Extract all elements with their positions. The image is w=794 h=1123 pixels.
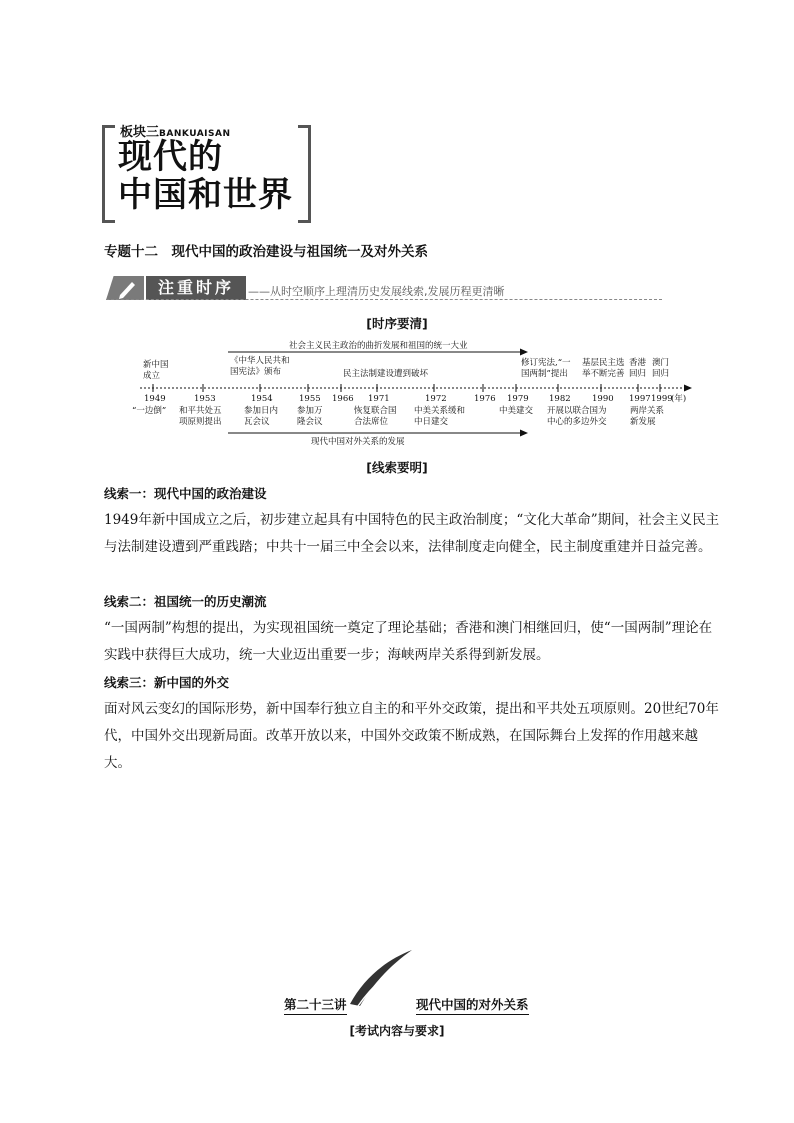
event-line: 新中国 bbox=[143, 360, 169, 370]
clue-3-body: 面对风云变幻的国际形势，新中国奉行独立自主的和平外交政策，提出和平共处五项原则。20世纪70年代，中国外交出现新局面。改革开放以来，中国外交政策不断成熟，在国际舞台上发挥的作用越来越大。 bbox=[104, 701, 719, 771]
event-line: 隆会议 bbox=[297, 417, 323, 427]
clue-3-heading: 线索三：新中国的外交 bbox=[104, 675, 230, 690]
timeline-event-1953-below bbox=[179, 406, 222, 428]
timeline-event-1955-below bbox=[297, 406, 323, 428]
timeline-year: 1997 bbox=[629, 394, 651, 404]
timeline-event-1966-above bbox=[343, 369, 428, 380]
timeline-year: 1955 bbox=[299, 394, 321, 404]
event-line: 合法席位 bbox=[354, 417, 389, 427]
event-line: 基层民主选 bbox=[582, 358, 625, 368]
timeline-year: 1982 bbox=[549, 394, 571, 404]
timeline-event-1954-below bbox=[244, 406, 278, 428]
timeline-top-arrow-label: 社会主义民主政治的曲折发展和祖国的统一大业 bbox=[289, 341, 468, 351]
requirements-title: [考试内容与要求] bbox=[349, 1024, 445, 1038]
banner-title: 注重时序 bbox=[146, 276, 246, 300]
event-line: 中美关系缓和 bbox=[414, 406, 466, 416]
event-line: 恢复联合国 bbox=[354, 406, 397, 416]
section-title-line2: 中国和世界 bbox=[118, 175, 293, 215]
clue-1-body: 1949年新中国成立之后，初步建立起具有中国特色的民主政治制度；“文化大革命”期间，社会主义民主与法制建设遭到严重践踏；中共十一届三中全会以来，法律制度走向健全，民主制度重建并日益完善。 bbox=[104, 512, 720, 555]
timeline-year: 1979 bbox=[507, 394, 529, 404]
timeline-event-1999-above bbox=[652, 358, 669, 380]
event-line: 《中华人民共和 bbox=[230, 356, 290, 366]
event-line: 国两制”提出 bbox=[521, 369, 568, 379]
lecture-title: 现代中国的对外关系 bbox=[416, 995, 529, 1015]
event-line: 和平共处五 bbox=[179, 406, 222, 416]
section-title-line1: 现代的 bbox=[118, 137, 223, 177]
timeline-event-1949-above bbox=[143, 360, 169, 382]
lecture-number: 第二十三讲 bbox=[284, 995, 347, 1015]
timeline-year: 1953 bbox=[194, 394, 216, 404]
event-line: 澳门 bbox=[652, 358, 670, 368]
event-line: 国宪法》颁布 bbox=[230, 367, 282, 377]
timeline-event-1990-above bbox=[582, 358, 625, 380]
event-line: 回归 bbox=[652, 369, 670, 379]
clue-2-body: “一国两制”构想的提出，为实现祖国统一奠定了理论基础；香港和澳门相继回归，使“一国两制”理论在实践中获得巨大成功，统一大业迈出重要一步；海峡两岸关系得到新发展。 bbox=[104, 620, 713, 663]
event-line: 民主法制建设遭到破坏 bbox=[343, 369, 429, 379]
timeline-year: 1971 bbox=[368, 394, 390, 404]
timeline-year: 1999 bbox=[651, 394, 673, 404]
timeline-year: 1949 bbox=[144, 394, 166, 404]
event-line: 中美建交 bbox=[499, 406, 534, 416]
timeline-event-1971-below bbox=[354, 406, 397, 428]
timeline-year: 1972 bbox=[425, 394, 447, 404]
clues-title: [线索要明] bbox=[366, 460, 428, 475]
timeline-event-1954-above bbox=[230, 356, 290, 378]
clue-2-heading: 线索二：祖国统一的历史潮流 bbox=[104, 594, 267, 609]
event-line: 中心的多边外交 bbox=[547, 417, 607, 427]
event-line: 举不断完善 bbox=[582, 369, 625, 379]
clue-1-heading: 线索一：现代中国的政治建设 bbox=[104, 486, 267, 501]
section-label-cn: 板块三 bbox=[120, 125, 160, 140]
timeline-event-1997-above bbox=[629, 358, 646, 380]
topic-title: 专题十二 现代中国的政治建设与祖国统一及对外关系 bbox=[104, 244, 428, 260]
timeline-title: [时序要清] bbox=[366, 316, 428, 331]
timeline-event-1997-below bbox=[630, 406, 664, 428]
event-line: 回归 bbox=[629, 369, 647, 379]
banner-subtitle: ——从时空顺序上理清历史发展线索,发展历程更清晰 bbox=[248, 285, 505, 298]
event-line: 两岸关系 bbox=[630, 406, 665, 416]
section-label-en: BANKUAISAN bbox=[159, 129, 231, 139]
timeline-event-1982-above bbox=[521, 358, 571, 380]
event-line: 香港 bbox=[629, 358, 647, 368]
event-line: 参加日内 bbox=[244, 406, 279, 416]
event-line: 修订宪法,“一 bbox=[521, 358, 571, 368]
event-line: 成立 bbox=[143, 371, 161, 381]
timeline-unit: (年) bbox=[671, 394, 687, 404]
event-line: 项原则提出 bbox=[179, 417, 222, 427]
swoosh-icon bbox=[346, 948, 416, 1008]
timeline-event-1979-below bbox=[499, 406, 533, 417]
event-line: 开展以联合国为 bbox=[547, 406, 607, 416]
timeline-year: 1976 bbox=[474, 394, 496, 404]
event-line: 参加万 bbox=[297, 406, 323, 416]
event-line: 新发展 bbox=[630, 417, 656, 427]
timeline-event-1949-below bbox=[132, 406, 166, 417]
timeline-year: 1954 bbox=[251, 394, 273, 404]
timeline-event-1972-below bbox=[414, 406, 465, 428]
timeline-event-1982-below bbox=[547, 406, 607, 428]
timeline-year: 1990 bbox=[592, 394, 614, 404]
timeline-bottom-arrow-label: 现代中国对外关系的发展 bbox=[311, 437, 405, 447]
event-line: “一边倒” bbox=[132, 406, 167, 416]
event-line: 瓦会议 bbox=[244, 417, 270, 427]
event-line: 中日建交 bbox=[414, 417, 449, 427]
timeline-year: 1966 bbox=[332, 394, 354, 404]
